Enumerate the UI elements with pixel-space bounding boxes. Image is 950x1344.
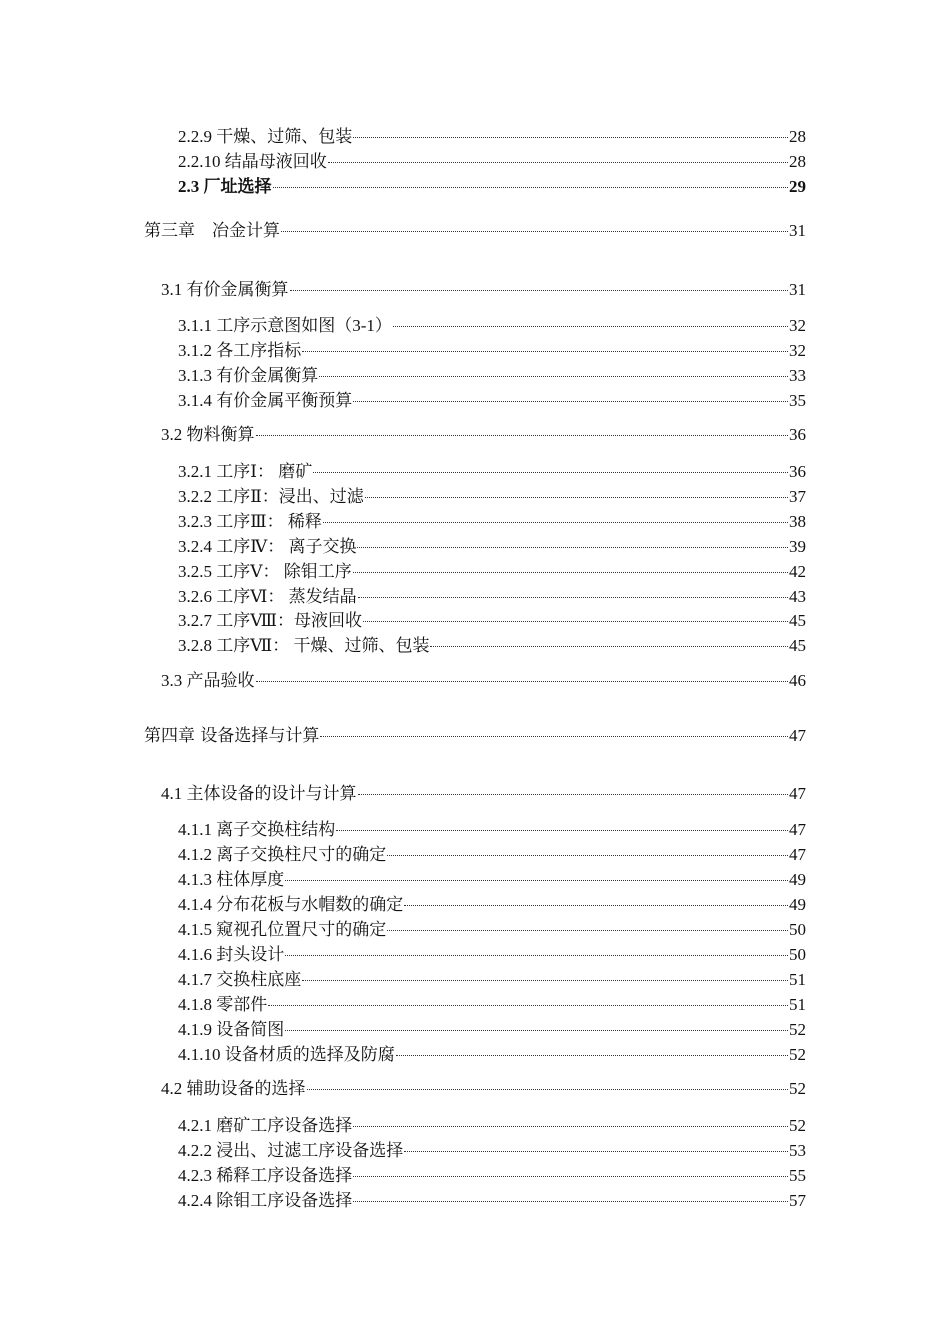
toc-entry[interactable]	[178, 969, 806, 991]
toc-section-entry[interactable]	[161, 783, 806, 805]
toc-entry[interactable]	[178, 536, 806, 558]
toc-entry[interactable]	[178, 869, 806, 891]
toc-entry[interactable]	[178, 315, 806, 337]
toc-entry-label: 4.1.4 分布花板与水帽数的确定	[178, 895, 404, 914]
toc-entry-label: 4.2.2 浸出、过滤工序设备选择	[178, 1141, 404, 1160]
toc-leader-dots	[365, 495, 788, 498]
toc-leader-dots	[302, 978, 788, 981]
toc-leader-dots	[323, 520, 788, 523]
toc-entry[interactable]	[178, 1044, 806, 1066]
toc-entry-label: 3.3 产品验收	[161, 671, 255, 690]
toc-section-entry[interactable]	[161, 279, 806, 301]
toc-entry[interactable]	[178, 365, 806, 387]
toc-leader-dots	[387, 853, 788, 856]
toc-leader-dots	[320, 734, 788, 737]
toc-leader-dots	[358, 792, 789, 795]
toc-leader-dots	[256, 433, 789, 436]
toc-page-number: 46	[789, 671, 806, 690]
toc-section-entry[interactable]	[161, 1078, 806, 1100]
toc-chapter-entry[interactable]	[144, 725, 806, 747]
toc-entry-label: 4.2.3 稀释工序设备选择	[178, 1166, 353, 1185]
toc-entry[interactable]	[178, 944, 806, 966]
toc-leader-dots	[307, 1087, 789, 1090]
toc-page-number: 32	[789, 316, 806, 335]
toc-page-number: 43	[789, 587, 806, 606]
toc-entry-label: 4.1.5 窥视孔位置尺寸的确定	[178, 920, 387, 939]
toc-page-number: 57	[789, 1191, 806, 1210]
toc-page-number: 28	[789, 152, 806, 171]
toc-entry-label: 3.2.4 工序Ⅳ： 离子交换	[178, 537, 357, 556]
toc-entry[interactable]	[178, 635, 806, 657]
toc-page-number: 38	[789, 512, 806, 531]
toc-leader-dots	[285, 878, 788, 881]
toc-page-number: 35	[789, 391, 806, 410]
toc-leader-dots	[353, 135, 788, 138]
toc-entry[interactable]	[178, 561, 806, 583]
toc-entry[interactable]	[178, 126, 806, 148]
toc-page-number: 37	[789, 487, 806, 506]
toc-entry-label: 2.2.10 结晶母液回收	[178, 152, 327, 171]
toc-page-number: 32	[789, 341, 806, 360]
toc-entry[interactable]	[178, 1190, 806, 1212]
toc-leader-dots	[353, 399, 788, 402]
toc-entry[interactable]	[178, 486, 806, 508]
toc-leader-dots	[430, 644, 788, 647]
toc-entry[interactable]	[178, 176, 806, 198]
toc-entry-label: 2.2.9 干燥、过筛、包装	[178, 127, 353, 146]
toc-entry[interactable]	[178, 894, 806, 916]
toc-page-number: 36	[789, 425, 806, 444]
toc-entry-label: 第四章 设备选择与计算	[144, 726, 320, 746]
toc-leader-dots	[319, 374, 788, 377]
toc-leader-dots	[353, 1174, 788, 1177]
toc-leader-dots	[273, 185, 789, 188]
toc-page-number: 28	[789, 127, 806, 146]
toc-entry-label: 4.1.8 零部件	[178, 995, 268, 1014]
toc-entry-label: 4.2 辅助设备的选择	[161, 1079, 306, 1098]
toc-entry-label: 4.1.2 离子交换柱尺寸的确定	[178, 845, 387, 864]
toc-leader-dots	[302, 349, 788, 352]
toc-entry[interactable]	[178, 586, 806, 608]
toc-page-number: 50	[789, 945, 806, 964]
toc-page-number: 55	[789, 1166, 806, 1185]
toc-page-number: 42	[789, 562, 806, 581]
toc-leader-dots	[396, 1053, 788, 1056]
toc-page-number: 50	[789, 920, 806, 939]
toc-entry-label: 4.1 主体设备的设计与计算	[161, 784, 357, 803]
toc-entry-label: 4.2.1 磨矿工序设备选择	[178, 1116, 353, 1135]
toc-page-number: 51	[789, 995, 806, 1014]
toc-entry[interactable]	[178, 610, 806, 632]
toc-leader-dots	[336, 828, 788, 831]
toc-entry[interactable]	[178, 340, 806, 362]
toc-section-entry[interactable]	[161, 670, 806, 692]
toc-entry[interactable]	[178, 1140, 806, 1162]
toc-entry-label: 第三章 冶金计算	[144, 221, 280, 241]
toc-entry-label: 4.1.6 封头设计	[178, 945, 285, 964]
toc-leader-dots	[404, 1149, 788, 1152]
toc-page-number: 47	[789, 820, 806, 839]
toc-leader-dots	[353, 1199, 788, 1202]
toc-entry-label: 3.1 有价金属衡算	[161, 280, 289, 299]
toc-leader-dots	[328, 160, 788, 163]
toc-leader-dots	[290, 288, 789, 291]
toc-entry-label: 4.1.7 交换柱底座	[178, 970, 302, 989]
toc-entry[interactable]	[178, 819, 806, 841]
toc-entry-label: 4.2.4 除钼工序设备选择	[178, 1191, 353, 1210]
toc-page-number: 39	[789, 537, 806, 556]
toc-entry-label: 3.2 物料衡算	[161, 425, 255, 444]
toc-leader-dots	[393, 324, 788, 327]
toc-entry[interactable]	[178, 1115, 806, 1137]
toc-leader-dots	[285, 953, 788, 956]
toc-leader-dots	[281, 229, 788, 232]
toc-entry-label: 3.2.2 工序Ⅱ：浸出、过滤	[178, 487, 364, 506]
toc-entry-label: 4.1.10 设备材质的选择及防腐	[178, 1045, 395, 1064]
toc-page-number: 52	[789, 1116, 806, 1135]
toc-entry-label: 3.2.3 工序Ⅲ： 稀释	[178, 512, 322, 531]
toc-leader-dots	[357, 545, 788, 548]
toc-leader-dots	[404, 903, 788, 906]
toc-entry[interactable]	[178, 461, 806, 483]
toc-page-number: 36	[789, 462, 806, 481]
toc-page-number: 45	[789, 636, 806, 655]
toc-entry-label: 3.2.8 工序Ⅶ： 干燥、过筛、包装	[178, 636, 430, 655]
toc-leader-dots	[353, 1124, 788, 1127]
toc-entry[interactable]	[178, 919, 806, 941]
toc-page-number: 52	[789, 1020, 806, 1039]
toc-leader-dots	[285, 1028, 788, 1031]
toc-entry[interactable]	[178, 511, 806, 533]
toc-entry[interactable]	[178, 844, 806, 866]
toc-entry-label: 3.1.1 工序示意图如图（3-1）	[178, 316, 392, 335]
toc-entry-label: 3.2.5 工序Ⅴ： 除钼工序	[178, 562, 352, 581]
toc-entry-label: 4.1.1 离子交换柱结构	[178, 820, 336, 839]
toc-page-number: 29	[789, 177, 806, 196]
toc-page-number: 52	[789, 1079, 806, 1098]
toc-leader-dots	[358, 595, 788, 598]
toc-entry-label: 3.1.3 有价金属衡算	[178, 366, 319, 385]
toc-entry[interactable]	[178, 390, 806, 412]
toc-entry-label: 2.3 厂址选择	[178, 177, 272, 196]
toc-entry[interactable]	[178, 151, 806, 173]
toc-leader-dots	[313, 470, 788, 473]
toc-entry-label: 3.2.6 工序Ⅵ： 蒸发结晶	[178, 587, 357, 606]
toc-entry[interactable]	[178, 1165, 806, 1187]
toc-page-number: 52	[789, 1045, 806, 1064]
toc-page-number: 49	[789, 895, 806, 914]
toc-leader-dots	[268, 1003, 788, 1006]
toc-leader-dots	[353, 570, 788, 573]
toc-page-number: 49	[789, 870, 806, 889]
toc-leader-dots	[363, 619, 788, 622]
toc-page-number: 45	[789, 611, 806, 630]
toc-page-number: 47	[789, 726, 806, 745]
toc-page-number: 51	[789, 970, 806, 989]
toc-page-number: 31	[789, 280, 806, 299]
toc-entry[interactable]	[178, 994, 806, 1016]
toc-entry-label: 4.1.9 设备简图	[178, 1020, 285, 1039]
toc-page-number: 33	[789, 366, 806, 385]
toc-entry-label: 3.1.2 各工序指标	[178, 341, 302, 360]
toc-page-number: 31	[789, 221, 806, 240]
toc-entry[interactable]	[178, 1019, 806, 1041]
toc-page-number: 53	[789, 1141, 806, 1160]
toc-entry-label: 3.1.4 有价金属平衡预算	[178, 391, 353, 410]
toc-entry-label: 4.1.3 柱体厚度	[178, 870, 285, 889]
toc-leader-dots	[256, 679, 789, 682]
toc-chapter-entry[interactable]	[144, 220, 806, 242]
toc-page-number: 47	[789, 845, 806, 864]
toc-entry-label: 3.2.1 工序Ⅰ： 磨矿	[178, 462, 313, 481]
toc-entry-label: 3.2.7 工序Ⅷ：母液回收	[178, 611, 363, 630]
toc-section-entry[interactable]	[161, 424, 806, 446]
toc-leader-dots	[387, 928, 788, 931]
toc-page-number: 47	[789, 784, 806, 803]
